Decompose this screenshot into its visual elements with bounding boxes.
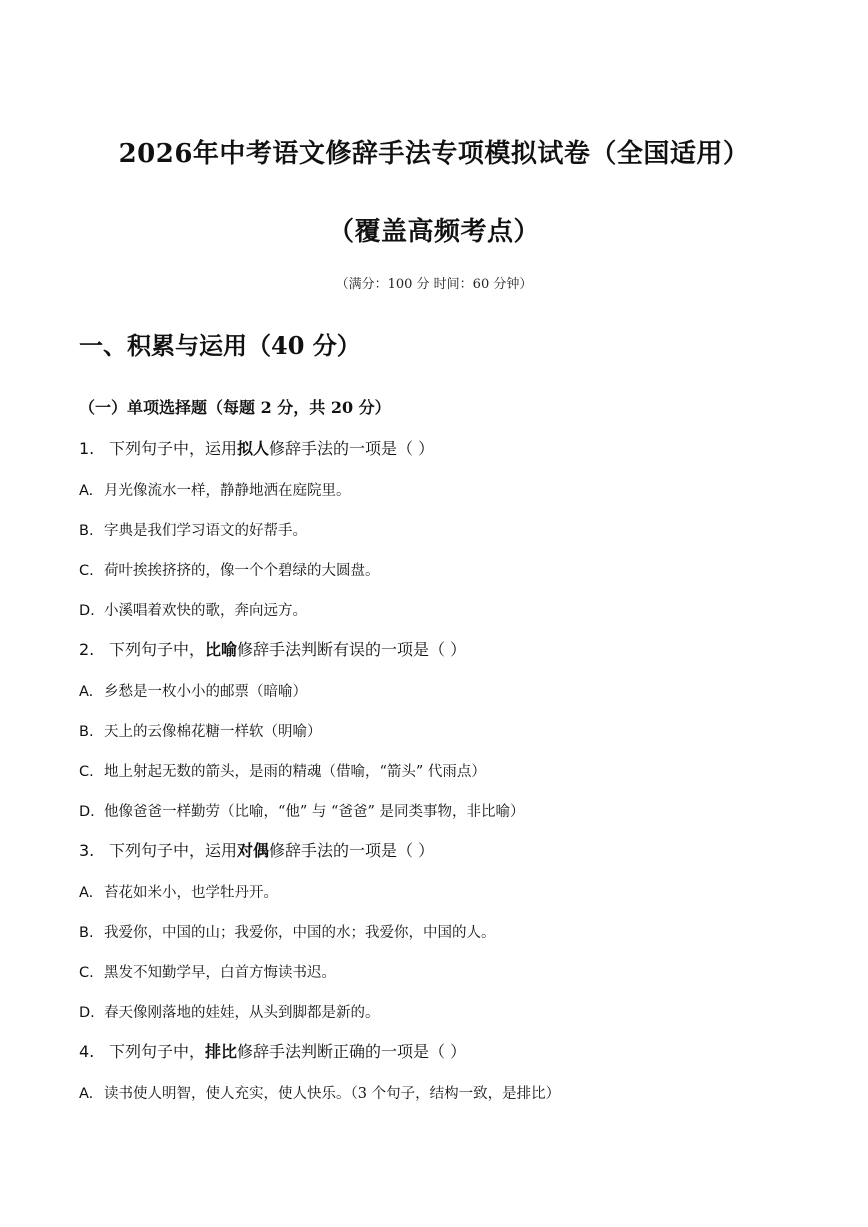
option-text: 乡愁是一枚小小的邮票（暗喻） [104, 684, 307, 700]
option-text: 天上的云像棉花糖一样软（明喻） [104, 724, 322, 740]
question-1 [79, 436, 434, 459]
question-keyword: 排比 [205, 1042, 238, 1061]
option-letter: C. [79, 764, 94, 780]
option-3b [79, 921, 496, 942]
question-keyword: 拟人 [237, 439, 270, 458]
option-text: 我爱你，中国的山；我爱你，中国的水；我爱你，中国的人。 [104, 925, 496, 941]
question-3 [79, 838, 434, 861]
option-text: 字典是我们学习语文的好帮手。 [104, 523, 307, 539]
question-stem-pre: 下列句子中， [109, 640, 206, 659]
question-stem-pre: 下列句子中，运用 [109, 439, 238, 458]
option-letter: D. [79, 804, 95, 820]
subsection-heading: （一）单项选择题（每题 2 分，共 20 分） [79, 398, 391, 417]
option-letter: C. [79, 563, 94, 579]
option-letter: A. [79, 885, 94, 901]
option-4a [79, 1082, 560, 1103]
question-keyword: 对偶 [237, 841, 270, 860]
question-4 [79, 1039, 466, 1062]
option-1d [79, 599, 307, 620]
exam-title: 2026年中考语文修辞手法专项模拟试卷（全国适用） [118, 139, 750, 169]
question-keyword: 比喻 [205, 640, 238, 659]
option-3a [79, 881, 278, 902]
option-text: 黑发不知勤学早，白首方悔读书迟。 [104, 965, 336, 981]
option-2b [79, 720, 322, 741]
option-text: 荷叶挨挨挤挤的，像一个个碧绿的大圆盘。 [104, 563, 380, 579]
option-letter: B. [79, 925, 94, 941]
option-2a [79, 680, 307, 701]
option-letter: A. [79, 483, 94, 499]
option-2c [79, 760, 486, 781]
question-stem-pre: 下列句子中，运用 [109, 841, 238, 860]
option-text: 他像爸爸一样勤劳（比喻，“他” 与 “爸爸” 是同类事物，非比喻） [104, 804, 525, 820]
option-1c [79, 559, 380, 580]
question-number: 3. [79, 841, 95, 860]
option-letter: B. [79, 523, 94, 539]
option-1b [79, 519, 307, 540]
question-number: 2. [79, 640, 95, 659]
option-1a [79, 479, 351, 500]
option-text: 月光像流水一样，静静地洒在庭院里。 [104, 483, 351, 499]
question-stem-post: 修辞手法的一项是（ ） [269, 841, 435, 860]
option-letter: A. [79, 1086, 94, 1102]
question-stem-post: 修辞手法判断有误的一项是（ ） [237, 640, 467, 659]
question-stem-pre: 下列句子中， [109, 1042, 206, 1061]
option-text: 苔花如米小，也学牡丹开。 [104, 885, 278, 901]
question-stem-post: 修辞手法的一项是（ ） [269, 439, 435, 458]
question-2 [79, 637, 466, 660]
option-letter: B. [79, 724, 94, 740]
option-letter: C. [79, 965, 94, 981]
question-number: 4. [79, 1042, 95, 1061]
question-stem-post: 修辞手法判断正确的一项是（ ） [237, 1042, 467, 1061]
option-2d [79, 800, 524, 821]
question-number: 1. [79, 439, 95, 458]
option-3c [79, 961, 336, 982]
option-letter: D. [79, 603, 95, 619]
option-text: 地上射起无数的箭头，是雨的精魂（借喻，“箭头” 代雨点） [104, 764, 486, 780]
option-letter: A. [79, 684, 94, 700]
option-text: 小溪唱着欢快的歌，奔向远方。 [104, 603, 307, 619]
exam-subtitle: （覆盖高频考点） [327, 217, 540, 247]
option-text: 春天像刚落地的娃娃，从头到脚都是新的。 [104, 1005, 380, 1021]
section-heading: 一、积累与运用（40 分） [79, 331, 361, 360]
option-letter: D. [79, 1005, 95, 1021]
option-text: 读书使人明智，使人充实，使人快乐。（3 个句子，结构一致，是排比） [104, 1086, 561, 1102]
option-3d [79, 1001, 380, 1022]
exam-meta: （满分：100 分 时间：60 分钟） [335, 277, 533, 292]
